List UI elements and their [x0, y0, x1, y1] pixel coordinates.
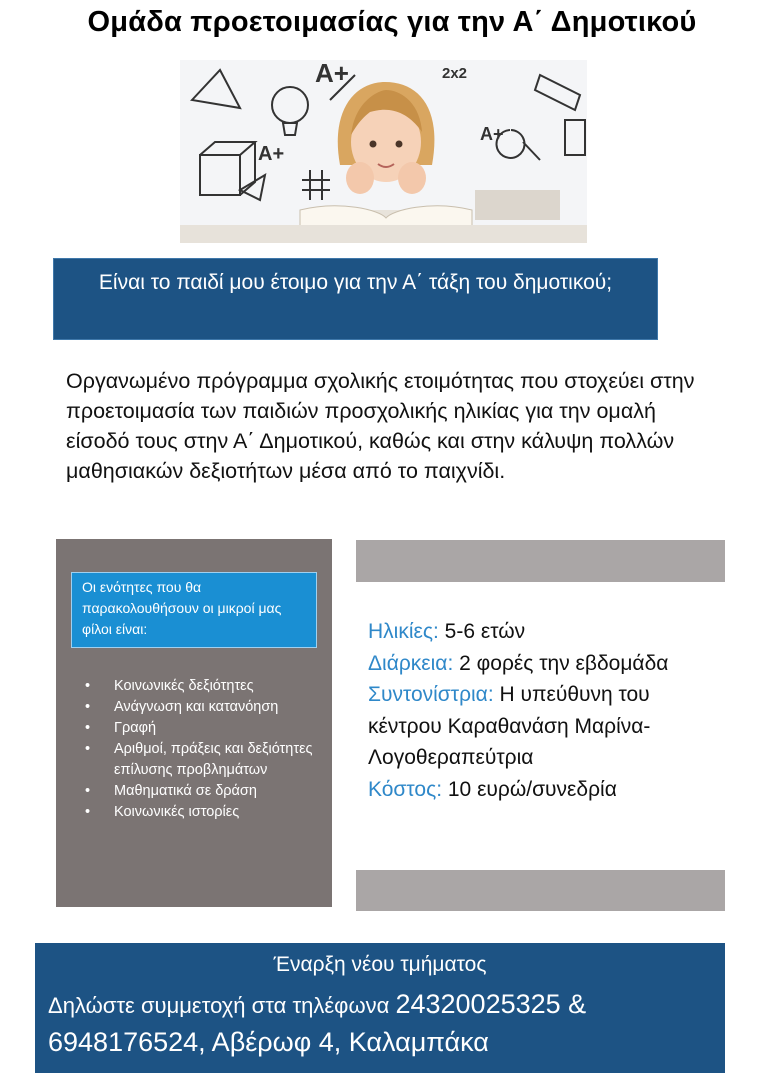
hero-image: [180, 60, 587, 243]
list-item: [85, 802, 321, 823]
hero-illustration: [180, 60, 587, 243]
info-cost: [368, 774, 728, 806]
info-duration: [368, 648, 728, 680]
topic-writing: Γραφή: [114, 720, 157, 736]
decor-bar-top: [356, 540, 725, 582]
doodle-a-plus-3: A+: [480, 124, 504, 144]
info-ages: [368, 616, 728, 648]
topics-label: Οι ενότητες που θα παρακολουθήσουν οι μικροί μας φίλοι είναι:: [71, 572, 317, 648]
doodle-a-plus-1: A+: [315, 60, 349, 88]
coordinator-value: Η υπεύθυνη του κέντρου Καραθανάση Μαρίνα-Λογοθεραπεύτρια: [368, 683, 651, 769]
topic-social-skills: Κοινωνικές δεξιότητες: [114, 678, 254, 694]
coordinator-key: Συντονίστρια:: [368, 683, 494, 706]
list-item: [85, 718, 321, 739]
cost-value: 10 ευρώ/συνεδρία: [447, 777, 617, 801]
intro-paragraph: Οργανωμένο πρόγραμμα σχολικής ετοιμότητας που στοχεύει στην προετοιμασία των παιδιών προσχολικής ηλικίας για την ομαλή είσοδό τους στην Α΄ Δημοτικού, καθώς και στην κάλυψη πολλών μαθησιακών δεξιοτήτων μέσα από το παιχνίδι.: [66, 369, 695, 483]
topic-reading: Ανάγνωση και κατανόηση: [114, 699, 279, 715]
doodle-multiplication: 2x2: [442, 65, 468, 82]
program-info: [368, 616, 728, 805]
bullet: •: [85, 783, 91, 799]
topic-math-action: Μαθηματικά σε δράση: [114, 783, 257, 799]
bullet: •: [85, 804, 91, 820]
address: , Αβέρωφ 4, Καλαμπάκα: [198, 1027, 489, 1057]
bullet: •: [85, 699, 91, 715]
list-item: [85, 781, 321, 802]
ages-key: Ηλικίες:: [368, 620, 439, 643]
list-item: [85, 739, 321, 781]
duration-value: 2 φορές την εβδομάδα: [459, 651, 669, 675]
bullet: •: [85, 678, 91, 694]
register-text: Δηλώστε συμμετοχή στα τηλέφωνα: [48, 993, 390, 1018]
footer-banner: [35, 943, 725, 1073]
bullet: •: [85, 741, 91, 757]
phone-1: 24320025325 &: [395, 989, 587, 1019]
topic-numbers: Αριθμοί, πράξεις και δεξιότητες επίλυσης προβλημάτων: [114, 741, 313, 778]
topics-list: [85, 676, 321, 823]
decor-bar-bottom: [356, 870, 725, 911]
duration-key: Διάρκεια:: [368, 651, 454, 675]
info-coordinator: [368, 679, 728, 774]
page-title: Ομάδα προετοιμασίας για την Α΄ Δημοτικού: [87, 6, 697, 38]
new-class-heading: Έναρξη νέου τμήματος: [273, 953, 487, 976]
bullet: •: [85, 720, 91, 736]
topic-social-stories: Κοινωνικές ιστορίες: [114, 804, 240, 820]
doodle-a-plus-2: A+: [258, 143, 285, 165]
cost-key: Κόστος:: [368, 777, 443, 801]
question-banner: Είναι το παιδί μου έτοιμο για την Α΄ τάξη του δημοτικού;: [53, 258, 658, 340]
contact-info: [48, 986, 718, 1062]
phone-2: 6948176524: [48, 1027, 199, 1057]
list-item: [85, 676, 321, 697]
list-item: [85, 697, 321, 718]
ages-value: 5-6 ετών: [444, 620, 526, 643]
